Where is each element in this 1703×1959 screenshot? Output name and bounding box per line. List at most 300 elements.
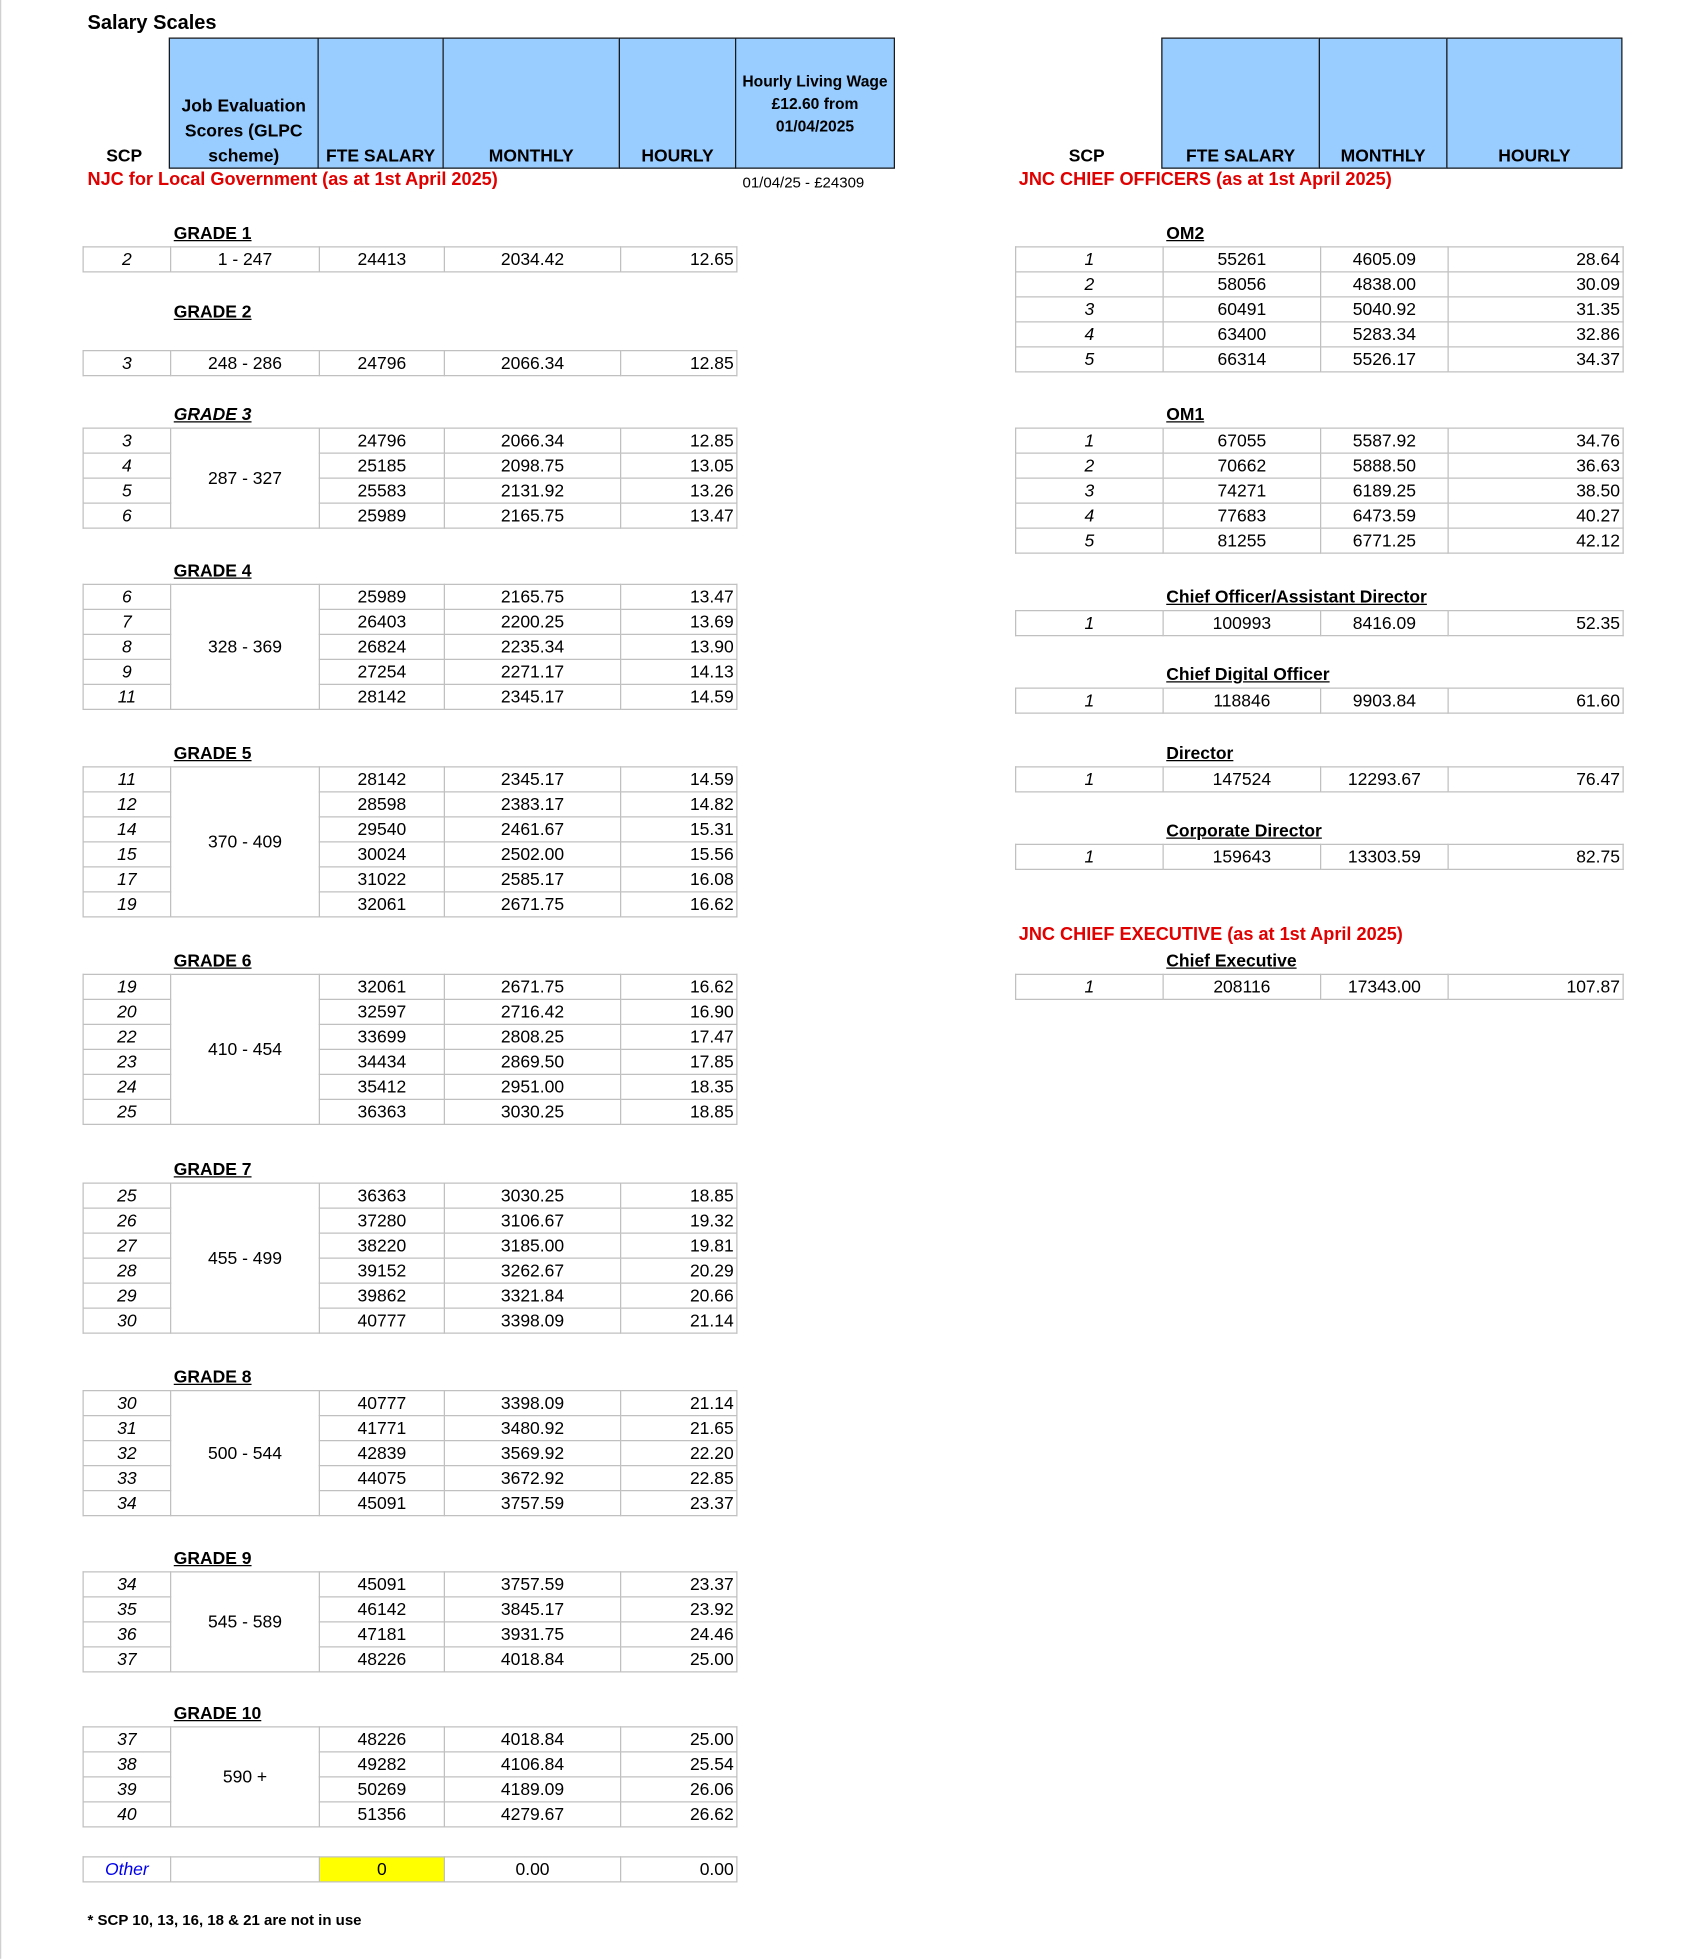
fte-cell: 25989 <box>319 503 444 528</box>
scp-cell: 34 <box>83 1491 171 1516</box>
jnc-grade-table <box>1015 688 1624 714</box>
hourly-cell: 36.63 <box>1448 453 1623 478</box>
monthly-cell: 2200.25 <box>444 609 620 634</box>
fte-cell: 32061 <box>319 974 444 999</box>
table-row <box>83 428 737 453</box>
table-row <box>1016 347 1624 372</box>
hourly-cell: 34.37 <box>1448 347 1623 372</box>
hourly-cell: 15.56 <box>621 842 737 867</box>
fte-cell: 35412 <box>319 1074 444 1099</box>
scp-cell: 1 <box>1016 611 1164 636</box>
fte-cell: 40777 <box>319 1308 444 1333</box>
scp-cell: 24 <box>83 1074 171 1099</box>
table-row <box>1016 428 1624 453</box>
fte-cell: 29540 <box>319 817 444 842</box>
scp-cell: 3 <box>1016 478 1164 503</box>
scp-cell: 39 <box>83 1777 171 1802</box>
scp-cell: 19 <box>83 974 171 999</box>
hourly-cell: 23.37 <box>621 1491 737 1516</box>
fte-cell: 46142 <box>319 1597 444 1622</box>
scp-cell: 3 <box>83 428 171 453</box>
jnc-scp-header: SCP <box>1068 145 1105 165</box>
hourly-cell: 25.00 <box>621 1647 737 1672</box>
fte-cell: 48226 <box>319 1727 444 1752</box>
grade-heading: GRADE 4 <box>173 560 252 580</box>
jnc-grade-heading: OM1 <box>1166 403 1205 424</box>
njc-hourly-header <box>619 38 737 169</box>
njc-job-eval-header <box>169 38 319 169</box>
hourly-cell: 23.92 <box>621 1597 737 1622</box>
hourly-cell: 28.64 <box>1448 247 1623 272</box>
monthly-cell: 3398.09 <box>444 1391 620 1416</box>
fte-cell: 48226 <box>319 1647 444 1672</box>
job-eval-cell: 370 - 409 <box>171 767 320 917</box>
grade-table <box>83 246 738 272</box>
monthly-cell: 3845.17 <box>444 1597 620 1622</box>
table-row <box>1016 844 1624 869</box>
monthly-cell: 4838.00 <box>1321 272 1449 297</box>
hourly-cell: 21.14 <box>621 1391 737 1416</box>
fte-cell: 51356 <box>319 1802 444 1827</box>
hourly-cell: 13.47 <box>621 503 737 528</box>
njc-job-eval-header-text: Job Evaluation Scores (GLPC scheme) <box>181 95 306 165</box>
fte-cell: 25185 <box>319 453 444 478</box>
fte-cell: 34434 <box>319 1049 444 1074</box>
monthly-cell: 2165.75 <box>444 503 620 528</box>
fte-cell: 60491 <box>1163 297 1321 322</box>
hourly-cell: 14.59 <box>621 767 737 792</box>
fte-cell: 41771 <box>319 1416 444 1441</box>
jnc-grade-heading: OM2 <box>1166 222 1205 243</box>
hourly-cell: 34.76 <box>1448 428 1623 453</box>
table-row <box>83 974 737 999</box>
monthly-cell: 8416.09 <box>1321 611 1449 636</box>
hourly-cell: 18.85 <box>621 1099 737 1124</box>
scp-cell: 30 <box>83 1391 171 1416</box>
fte-cell: 33699 <box>319 1024 444 1049</box>
table-row <box>1016 297 1624 322</box>
fte-cell: 63400 <box>1163 322 1321 347</box>
scp-cell: 11 <box>83 684 171 709</box>
hourly-cell: 19.81 <box>621 1233 737 1258</box>
grade-heading: GRADE 2 <box>173 301 252 322</box>
monthly-cell: 4189.09 <box>444 1777 620 1802</box>
fte-cell: 39152 <box>319 1258 444 1283</box>
fte-cell: 81255 <box>1163 528 1321 553</box>
fte-cell: 32597 <box>319 999 444 1024</box>
scp-cell: 14 <box>83 817 171 842</box>
scp-cell: 20 <box>83 999 171 1024</box>
monthly-cell: 2235.34 <box>444 634 620 659</box>
hourly-cell: 61.60 <box>1448 688 1623 713</box>
hourly-cell: 31.35 <box>1448 297 1623 322</box>
fte-cell: 118846 <box>1163 688 1321 713</box>
scp-cell: 37 <box>83 1727 171 1752</box>
scp-cell: 2 <box>1016 272 1164 297</box>
monthly-cell: 3398.09 <box>444 1308 620 1333</box>
njc-living-wage-header <box>735 38 895 169</box>
monthly-cell: 2951.00 <box>444 1074 620 1099</box>
table-row <box>1016 611 1624 636</box>
table-row <box>83 1183 737 1208</box>
jnc-monthly-header-text: MONTHLY <box>1340 145 1426 165</box>
hourly-cell: 38.50 <box>1448 478 1623 503</box>
grade-table <box>83 974 738 1125</box>
fte-cell: 28142 <box>319 684 444 709</box>
monthly-cell: 5888.50 <box>1321 453 1449 478</box>
jnc-grade-table <box>1015 766 1624 792</box>
fte-cell: 44075 <box>319 1466 444 1491</box>
table-row <box>83 1727 737 1752</box>
jnc-grade-table <box>1015 844 1624 870</box>
monthly-cell: 2585.17 <box>444 867 620 892</box>
grade-heading: GRADE 6 <box>173 950 252 970</box>
table-row <box>1016 247 1624 272</box>
table-row <box>1016 503 1624 528</box>
scp-cell: 1 <box>1016 428 1164 453</box>
table-row <box>1016 528 1624 553</box>
hourly-cell: 16.62 <box>621 892 737 917</box>
jnc-grade-heading: Director <box>1166 742 1234 763</box>
monthly-cell: 13303.59 <box>1321 844 1449 869</box>
hourly-cell: 21.14 <box>621 1308 737 1333</box>
hourly-cell: 52.35 <box>1448 611 1623 636</box>
footnote: * SCP 10, 13, 16, 18 & 21 are not in use <box>87 1911 362 1929</box>
hourly-cell: 13.47 <box>621 584 737 609</box>
scp-cell: 25 <box>83 1099 171 1124</box>
hourly-cell: 76.47 <box>1448 767 1623 792</box>
monthly-cell: 2461.67 <box>444 817 620 842</box>
grade-heading: GRADE 10 <box>173 1702 262 1723</box>
scp-cell: 28 <box>83 1258 171 1283</box>
table-row <box>83 584 737 609</box>
njc-monthly-header <box>443 38 621 169</box>
hourly-cell: 26.62 <box>621 1802 737 1827</box>
grade-table <box>83 428 738 529</box>
jnc-grade-table <box>1015 428 1624 554</box>
table-row <box>83 1572 737 1597</box>
scp-cell: 25 <box>83 1183 171 1208</box>
hourly-cell: 22.20 <box>621 1441 737 1466</box>
job-eval-cell: 248 - 286 <box>171 351 320 376</box>
monthly-cell: 5283.34 <box>1321 322 1449 347</box>
fte-cell: 37280 <box>319 1208 444 1233</box>
jnc-section-title: JNC CHIEF OFFICERS (as at 1st April 2025) <box>1018 170 1392 190</box>
monthly-cell: 5040.92 <box>1321 297 1449 322</box>
grade-heading: GRADE 8 <box>173 1366 252 1387</box>
jnc-hourly-header-text: HOURLY <box>1498 145 1571 165</box>
table-row <box>83 351 737 376</box>
monthly-cell: 3262.67 <box>444 1258 620 1283</box>
hourly-cell: 14.82 <box>621 792 737 817</box>
scp-cell: 1 <box>1016 767 1164 792</box>
scp-cell: 3 <box>1016 297 1164 322</box>
hourly-cell: 12.85 <box>621 428 737 453</box>
table-row <box>1016 322 1624 347</box>
grade-table <box>83 1571 738 1672</box>
hourly-cell: 25.00 <box>621 1727 737 1752</box>
njc-fte-header <box>318 38 444 169</box>
table-row <box>1016 767 1624 792</box>
monthly-cell: 12293.67 <box>1321 767 1449 792</box>
monthly-cell: 3030.25 <box>444 1183 620 1208</box>
fte-cell: 36363 <box>319 1183 444 1208</box>
grade-table <box>83 350 738 376</box>
grade-heading: GRADE 3 <box>173 403 252 424</box>
fte-cell: 28142 <box>319 767 444 792</box>
grade-table <box>83 1390 738 1516</box>
njc-other-table <box>83 1856 738 1882</box>
fte-cell: 26824 <box>319 634 444 659</box>
hourly-cell: 18.85 <box>621 1183 737 1208</box>
monthly-cell: 2383.17 <box>444 792 620 817</box>
page-title: Salary Scales <box>87 12 217 34</box>
scp-cell: 7 <box>83 609 171 634</box>
fte-cell: 74271 <box>1163 478 1321 503</box>
monthly-cell: 5587.92 <box>1321 428 1449 453</box>
monthly-cell: 2165.75 <box>444 584 620 609</box>
table-row <box>1016 453 1624 478</box>
monthly-cell: 3757.59 <box>444 1572 620 1597</box>
jnc-grade-heading: Corporate Director <box>1166 820 1322 840</box>
njc-hourly-header-text: HOURLY <box>641 145 714 165</box>
fte-cell: 67055 <box>1163 428 1321 453</box>
scp-cell: 8 <box>83 634 171 659</box>
scp-cell: 2 <box>83 247 171 272</box>
fte-cell: 25583 <box>319 478 444 503</box>
fte-cell: 42839 <box>319 1441 444 1466</box>
monthly-cell: 2131.92 <box>444 478 620 503</box>
scp-cell: 6 <box>83 584 171 609</box>
scp-cell: 17 <box>83 867 171 892</box>
scp-cell: 1 <box>1016 247 1164 272</box>
fte-cell: 36363 <box>319 1099 444 1124</box>
scp-cell: 34 <box>83 1572 171 1597</box>
hourly-cell: 22.85 <box>621 1466 737 1491</box>
monthly-cell: 6189.25 <box>1321 478 1449 503</box>
fte-cell: 24796 <box>319 428 444 453</box>
monthly-cell: 3185.00 <box>444 1233 620 1258</box>
monthly-cell: 3480.92 <box>444 1416 620 1441</box>
jnc-grade-heading: Chief Digital Officer <box>1166 663 1330 684</box>
hourly-cell: 42.12 <box>1448 528 1623 553</box>
other-fte-input[interactable]: 0 <box>319 1857 444 1882</box>
hourly-cell: 13.69 <box>621 609 737 634</box>
scp-cell: 40 <box>83 1802 171 1827</box>
fte-cell: 66314 <box>1163 347 1321 372</box>
hourly-cell: 26.06 <box>621 1777 737 1802</box>
job-eval-cell: 410 - 454 <box>171 974 320 1124</box>
fte-cell: 50269 <box>319 1777 444 1802</box>
fte-cell: 49282 <box>319 1752 444 1777</box>
other-hourly: 0.00 <box>621 1857 737 1882</box>
grade-heading: GRADE 5 <box>173 742 252 763</box>
monthly-cell: 2869.50 <box>444 1049 620 1074</box>
hourly-cell: 23.37 <box>621 1572 737 1597</box>
hourly-cell: 40.27 <box>1448 503 1623 528</box>
grade-table <box>83 1183 738 1334</box>
jnc-grade-heading: Chief Officer/Assistant Director <box>1166 586 1427 607</box>
scp-cell: 38 <box>83 1752 171 1777</box>
other-je <box>171 1857 320 1882</box>
scp-cell: 11 <box>83 767 171 792</box>
grade-heading: GRADE 9 <box>173 1547 252 1568</box>
fte-cell: 100993 <box>1163 611 1321 636</box>
scp-cell: 5 <box>1016 528 1164 553</box>
table-row <box>83 767 737 792</box>
hourly-cell: 32.86 <box>1448 322 1623 347</box>
grade-table <box>83 1726 738 1827</box>
hourly-cell: 82.75 <box>1448 844 1623 869</box>
hourly-cell: 24.46 <box>621 1622 737 1647</box>
hourly-cell: 13.90 <box>621 634 737 659</box>
hourly-cell: 13.26 <box>621 478 737 503</box>
scp-cell: 2 <box>1016 453 1164 478</box>
hourly-cell: 15.31 <box>621 817 737 842</box>
scp-cell: 36 <box>83 1622 171 1647</box>
hourly-cell: 17.47 <box>621 1024 737 1049</box>
fte-cell: 208116 <box>1163 974 1321 999</box>
hourly-cell: 16.90 <box>621 999 737 1024</box>
scp-cell: 33 <box>83 1466 171 1491</box>
monthly-cell: 2066.34 <box>444 428 620 453</box>
monthly-cell: 6473.59 <box>1321 503 1449 528</box>
table-row <box>1016 272 1624 297</box>
njc-other-row <box>83 1857 737 1882</box>
monthly-cell: 4018.84 <box>444 1647 620 1672</box>
job-eval-cell: 328 - 369 <box>171 584 320 709</box>
hourly-cell: 13.05 <box>621 453 737 478</box>
hourly-cell: 18.35 <box>621 1074 737 1099</box>
fte-cell: 31022 <box>319 867 444 892</box>
njc-fte-header-text: FTE SALARY <box>326 145 436 165</box>
monthly-cell: 2098.75 <box>444 453 620 478</box>
job-eval-cell: 287 - 327 <box>171 428 320 528</box>
scp-cell: 31 <box>83 1416 171 1441</box>
hourly-cell: 21.65 <box>621 1416 737 1441</box>
hourly-cell: 107.87 <box>1448 974 1623 999</box>
njc-scp-header: SCP <box>106 145 143 165</box>
monthly-cell: 2066.34 <box>444 351 620 376</box>
fte-cell: 39862 <box>319 1283 444 1308</box>
scp-cell: 23 <box>83 1049 171 1074</box>
monthly-cell: 2808.25 <box>444 1024 620 1049</box>
njc-section-title: NJC for Local Government (as at 1st April 2025) <box>87 170 498 190</box>
monthly-cell: 3757.59 <box>444 1491 620 1516</box>
table-row <box>83 247 737 272</box>
fte-cell: 28598 <box>319 792 444 817</box>
fte-cell: 27254 <box>319 659 444 684</box>
monthly-cell: 2671.75 <box>444 892 620 917</box>
scp-cell: 1 <box>1016 844 1164 869</box>
hourly-cell: 16.62 <box>621 974 737 999</box>
scp-cell: 32 <box>83 1441 171 1466</box>
fte-cell: 70662 <box>1163 453 1321 478</box>
scp-cell: 1 <box>1016 688 1164 713</box>
hourly-cell: 14.59 <box>621 684 737 709</box>
scp-cell: 1 <box>1016 974 1164 999</box>
scp-cell: 5 <box>1016 347 1164 372</box>
monthly-cell: 4279.67 <box>444 1802 620 1827</box>
monthly-cell: 3672.92 <box>444 1466 620 1491</box>
scp-cell: 30 <box>83 1308 171 1333</box>
grade-table <box>83 766 738 917</box>
monthly-cell: 9903.84 <box>1321 688 1449 713</box>
monthly-cell: 2345.17 <box>444 684 620 709</box>
job-eval-cell: 500 - 544 <box>171 1391 320 1516</box>
page-edge <box>0 0 1 1959</box>
fte-cell: 55261 <box>1163 247 1321 272</box>
other-label: Other <box>83 1857 171 1882</box>
hourly-cell: 20.29 <box>621 1258 737 1283</box>
monthly-cell: 2034.42 <box>444 247 620 272</box>
fte-cell: 147524 <box>1163 767 1321 792</box>
fte-cell: 45091 <box>319 1491 444 1516</box>
fte-cell: 40777 <box>319 1391 444 1416</box>
njc-living-wage-header-text: Hourly Living Wage £12.60 from 01/04/2025 <box>742 71 888 135</box>
monthly-cell: 3569.92 <box>444 1441 620 1466</box>
scp-cell: 6 <box>83 503 171 528</box>
table-row <box>1016 478 1624 503</box>
hourly-cell: 25.54 <box>621 1752 737 1777</box>
jnc-grade-table <box>1015 974 1624 1000</box>
job-eval-cell: 590 + <box>171 1727 320 1827</box>
jnc-monthly-header <box>1319 38 1448 169</box>
scp-cell: 9 <box>83 659 171 684</box>
scp-cell: 12 <box>83 792 171 817</box>
hourly-cell: 16.08 <box>621 867 737 892</box>
scp-cell: 15 <box>83 842 171 867</box>
hourly-cell: 19.32 <box>621 1208 737 1233</box>
fte-cell: 47181 <box>319 1622 444 1647</box>
hourly-cell: 30.09 <box>1448 272 1623 297</box>
monthly-cell: 3931.75 <box>444 1622 620 1647</box>
scp-cell: 4 <box>1016 322 1164 347</box>
monthly-cell: 2345.17 <box>444 767 620 792</box>
jnc-chief-exec-title: JNC CHIEF EXECUTIVE (as at 1st April 2025) <box>1018 925 1403 945</box>
monthly-cell: 3030.25 <box>444 1099 620 1124</box>
monthly-cell: 2502.00 <box>444 842 620 867</box>
monthly-cell: 2271.17 <box>444 659 620 684</box>
table-row <box>1016 974 1624 999</box>
fte-cell: 25989 <box>319 584 444 609</box>
jnc-grade-heading: Chief Executive <box>1166 950 1297 970</box>
jnc-fte-header <box>1161 38 1320 169</box>
monthly-cell: 4018.84 <box>444 1727 620 1752</box>
jnc-grade-table <box>1015 610 1624 636</box>
other-monthly: 0.00 <box>444 1857 620 1882</box>
scp-cell: 4 <box>83 453 171 478</box>
fte-cell: 58056 <box>1163 272 1321 297</box>
scp-cell: 5 <box>83 478 171 503</box>
jnc-grade-table <box>1015 246 1624 372</box>
scp-cell: 27 <box>83 1233 171 1258</box>
hourly-cell: 17.85 <box>621 1049 737 1074</box>
hourly-cell: 14.13 <box>621 659 737 684</box>
scp-cell: 22 <box>83 1024 171 1049</box>
monthly-cell: 4106.84 <box>444 1752 620 1777</box>
jnc-hourly-header <box>1446 38 1622 169</box>
monthly-cell: 17343.00 <box>1321 974 1449 999</box>
fte-cell: 32061 <box>319 892 444 917</box>
fte-cell: 24413 <box>319 247 444 272</box>
job-eval-cell: 1 - 247 <box>171 247 320 272</box>
jnc-fte-header-text: FTE SALARY <box>1186 145 1296 165</box>
grade-heading: GRADE 7 <box>173 1158 252 1179</box>
table-row <box>1016 688 1624 713</box>
monthly-cell: 2671.75 <box>444 974 620 999</box>
hourly-cell: 12.65 <box>621 247 737 272</box>
